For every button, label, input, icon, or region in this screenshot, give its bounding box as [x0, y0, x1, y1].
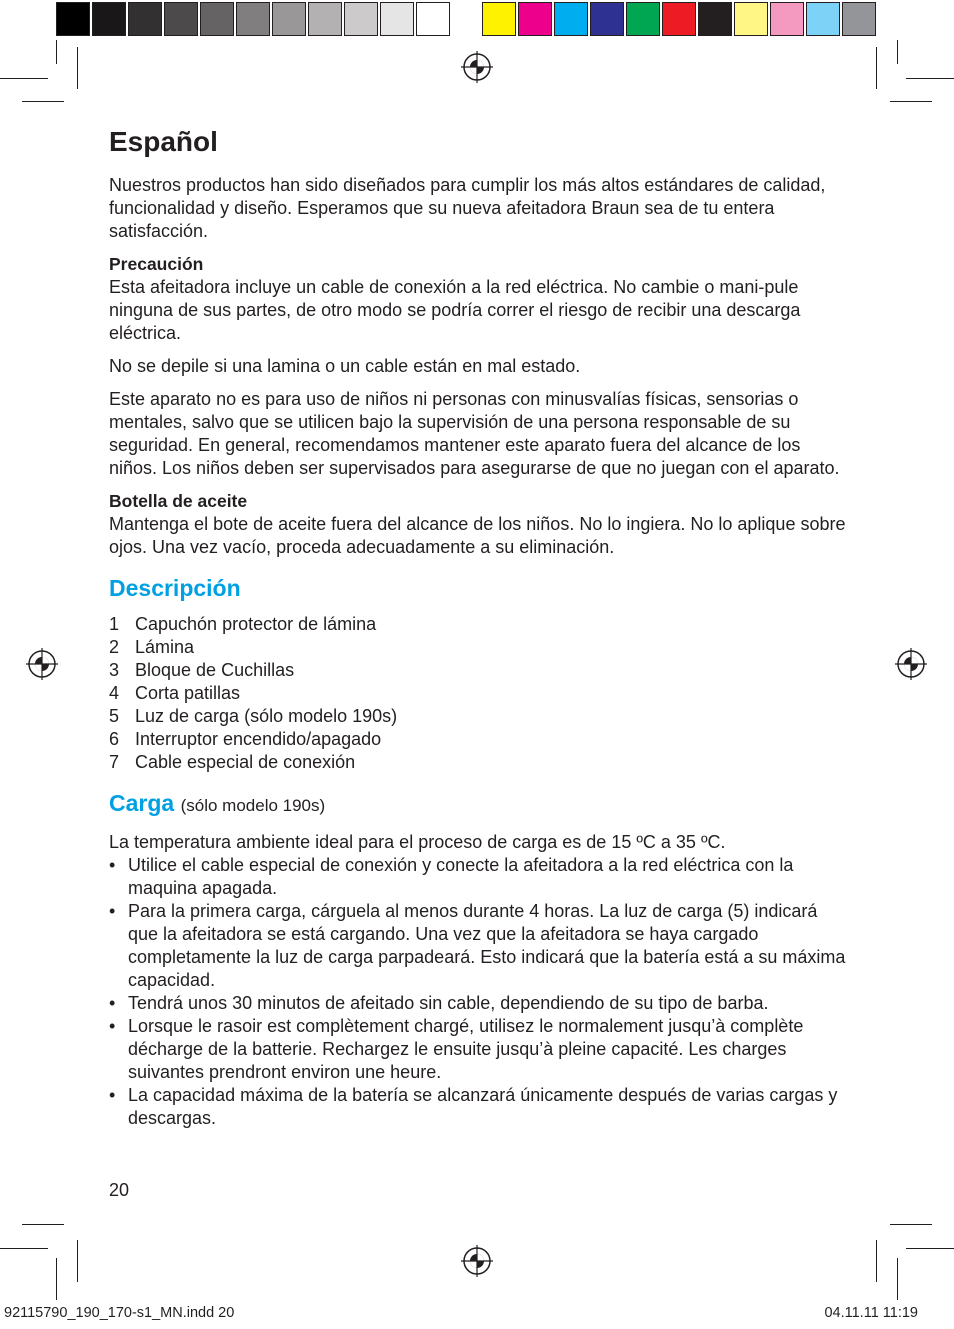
color-swatch	[344, 2, 378, 36]
color-swatch	[92, 2, 126, 36]
color-swatch	[308, 2, 342, 36]
registration-mark-icon	[895, 648, 927, 680]
color-swatch	[734, 2, 768, 36]
crop-mark	[77, 47, 78, 89]
color-swatch	[56, 2, 90, 36]
list-item: 3 Bloque de Cuchillas	[109, 660, 295, 680]
color-swatch	[380, 2, 414, 36]
list-item: 7 Cable especial de conexión	[109, 752, 356, 772]
depilate-note: No se depile si una lamina o un cable están en mal estado.	[109, 356, 581, 376]
color-swatch	[518, 2, 552, 36]
charging-heading-suffix: (sólo modelo 190s)	[180, 796, 326, 815]
crop-mark	[906, 78, 954, 79]
color-swatch	[164, 2, 198, 36]
process-color-bar	[481, 0, 877, 40]
description-list	[109, 613, 849, 774]
list-item: • Utilice el cable especial de conexión y conecte la afeitadora a la red eléctrica con la maquina apagada.	[109, 855, 794, 898]
color-swatch	[626, 2, 660, 36]
list-item: • Para la primera carga, cárguela al menos durante 4 horas. La luz de carga (5) indicará que la afeitadora se está cargando. Una vez que la afeitadora se haya cargado completamente la luz de carga parpadeará. Esto indicará que la batería está a su máxima capacidad.	[109, 901, 846, 990]
crop-mark	[906, 1248, 954, 1249]
crop-mark	[77, 1240, 78, 1282]
crop-mark	[22, 101, 64, 102]
caution-paragraph: Esta afeitadora incluye un cable de conexión a la red eléctrica. No cambie o mani-pule ninguna de sus partes, de otro modo se podría correr el riesgo de recibir una descarga eléctrica.	[109, 277, 801, 343]
children-note: Este aparato no es para uso de niños ni personas con minusvalías físicas, sensorias o mentales, salvo que se utilicen bajo la supervisión de una persona responsable de su seguridad. En general, recomendamos mantener este aparato fuera del alcance de los niños. Los niños deben ser supervisados para asegurarse de que no juegan con el aparato.	[109, 389, 840, 478]
crop-mark	[0, 78, 48, 79]
crop-mark	[22, 1224, 64, 1225]
color-swatch	[416, 2, 450, 36]
crop-mark	[56, 1258, 57, 1300]
crop-mark	[897, 40, 898, 64]
registration-mark-icon	[461, 1245, 493, 1277]
page-content	[109, 124, 849, 1130]
color-swatch	[770, 2, 804, 36]
crop-mark	[897, 1258, 898, 1300]
color-swatch	[806, 2, 840, 36]
list-item: • Lorsque le rasoir est complètement chargé, utilisez le normalement jusqu’à complète décharge de la batterie. Rechargez le ensuite jusqu’à pleine capacité. Les charges suivantes prendront environ une heure.	[109, 1016, 804, 1082]
list-item: 6 Interruptor encendido/apagado	[109, 729, 382, 749]
grayscale-color-bar	[55, 0, 451, 40]
crop-mark	[876, 47, 877, 89]
intro-paragraph: Nuestros productos han sido diseñados para cumplir los más altos estándares de calidad, funcionalidad y diseño. Esperamos que su nueva afeitadora Braun sea de tu entera satisfacción.	[109, 175, 826, 241]
color-swatch	[128, 2, 162, 36]
charging-intro: La temperatura ambiente ideal para el proceso de carga es de 15 ºC a 35 ºC.	[109, 832, 726, 852]
color-swatch	[698, 2, 732, 36]
color-swatch	[590, 2, 624, 36]
oil-paragraph: Mantenga el bote de aceite fuera del alcance de los niños. No lo ingiera. No lo aplique sobre ojos. Una vez vacío, proceda adecuadamente a su eliminación.	[109, 514, 846, 557]
slug-filename: 92115790_190_170-s1_MN.indd 20	[4, 1305, 235, 1321]
color-swatch	[200, 2, 234, 36]
registration-mark-icon	[461, 51, 493, 83]
crop-mark	[56, 40, 57, 64]
color-swatch	[272, 2, 306, 36]
caution-heading: Precaución	[109, 254, 204, 274]
list-item: 4 Corta patillas	[109, 683, 241, 703]
charging-heading	[109, 788, 849, 821]
list-item: 1 Capuchón protector de lámina	[109, 614, 377, 634]
list-item: 5 Luz de carga (sólo modelo 190s)	[109, 706, 398, 726]
page-number: 20	[109, 1180, 130, 1200]
color-swatch	[842, 2, 876, 36]
color-swatch	[482, 2, 516, 36]
color-swatch	[662, 2, 696, 36]
list-item: • La capacidad máxima de la batería se alcanzará únicamente después de varias cargas y descargas.	[109, 1085, 838, 1128]
crop-mark	[890, 101, 932, 102]
charging-heading-label: Carga	[109, 790, 175, 816]
color-swatch	[236, 2, 270, 36]
crop-mark	[876, 1240, 877, 1282]
color-swatch	[554, 2, 588, 36]
crop-mark	[0, 1248, 48, 1249]
registration-mark-icon	[26, 648, 58, 680]
charging-bullet-list	[109, 854, 849, 1130]
list-item: • Tendrá unos 30 minutos de afeitado sin cable, dependiendo de su tipo de barba.	[109, 993, 769, 1013]
oil-heading: Botella de aceite	[109, 491, 248, 511]
list-item: 2 Lámina	[109, 637, 195, 657]
crop-mark	[890, 1224, 932, 1225]
slug-timestamp: 04.11.11 11:19	[824, 1305, 918, 1321]
page-title: Español	[109, 126, 218, 157]
description-heading: Descripción	[109, 575, 241, 601]
